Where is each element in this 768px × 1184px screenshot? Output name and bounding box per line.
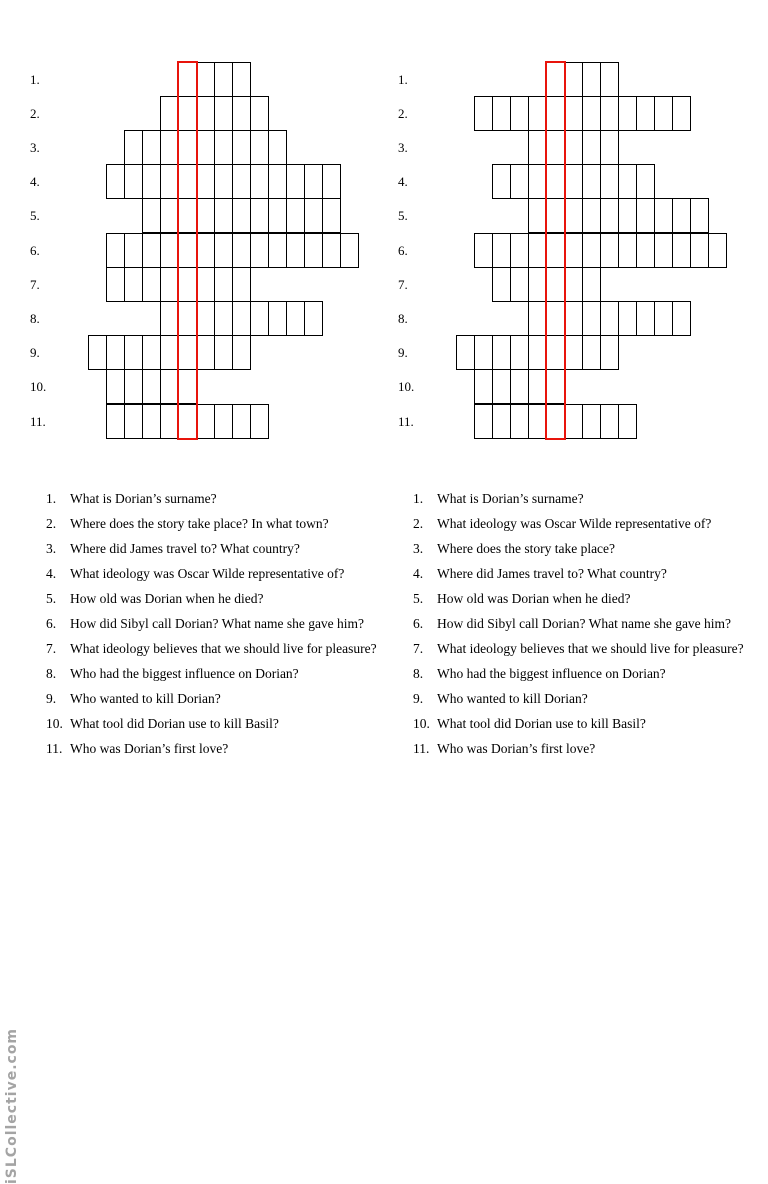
crossword-cell[interactable] <box>178 198 197 233</box>
clue-text: What ideology believes that we should live for pleasure? <box>437 641 744 656</box>
row-number: 10. <box>30 378 47 394</box>
crossword-cell[interactable] <box>510 164 529 199</box>
crossword-cell[interactable] <box>546 404 565 439</box>
crossword-cell[interactable] <box>528 404 547 439</box>
clue-text: What ideology was Oscar Wilde representative of? <box>437 516 712 531</box>
crossword-cell[interactable] <box>600 164 619 199</box>
crossword-cell[interactable] <box>142 164 161 199</box>
crossword-cell[interactable] <box>546 233 565 268</box>
row-number: 7. <box>30 276 40 292</box>
row-number: 9. <box>30 344 40 360</box>
crossword-cell[interactable] <box>582 164 601 199</box>
crossword-cell[interactable] <box>600 96 619 131</box>
crossword-cell[interactable] <box>474 96 493 131</box>
crossword-cell[interactable] <box>564 335 583 370</box>
crossword-cell[interactable] <box>546 130 565 165</box>
clue-item <box>46 686 377 711</box>
crossword-cell[interactable] <box>654 301 673 336</box>
crossword-cell[interactable] <box>106 369 125 404</box>
crossword-cell[interactable] <box>618 233 637 268</box>
crossword-cell[interactable] <box>232 96 251 131</box>
clue-number: 11. <box>46 741 63 756</box>
crossword-cell[interactable] <box>196 233 215 268</box>
crossword-cell[interactable] <box>178 404 197 439</box>
clue-text: What tool did Dorian use to kill Basil? <box>437 716 646 731</box>
clue-number: 2. <box>413 516 424 531</box>
crossword-cell[interactable] <box>582 301 601 336</box>
crossword-cell[interactable] <box>160 233 179 268</box>
clue-item <box>46 486 377 511</box>
crossword-cell[interactable] <box>510 404 529 439</box>
crossword-cell[interactable] <box>232 335 251 370</box>
row-number: 3. <box>398 139 408 155</box>
clue-item <box>46 611 377 636</box>
crossword-cell[interactable] <box>564 404 583 439</box>
crossword-cell[interactable] <box>492 233 511 268</box>
crossword-cell[interactable] <box>510 267 529 302</box>
clue-item <box>46 661 377 686</box>
crossword-cell[interactable] <box>124 335 143 370</box>
crossword-cell[interactable] <box>528 369 547 404</box>
crossword-cell[interactable] <box>528 233 547 268</box>
crossword-cell[interactable] <box>636 164 655 199</box>
crossword-cell[interactable] <box>474 335 493 370</box>
clue-number: 9. <box>413 691 424 706</box>
row-number: 6. <box>30 242 40 258</box>
crossword-cell[interactable] <box>528 335 547 370</box>
crossword-cell[interactable] <box>196 335 215 370</box>
crossword-cell[interactable] <box>214 267 233 302</box>
clue-list-right <box>413 486 744 761</box>
crossword-cell[interactable] <box>600 198 619 233</box>
crossword-cell[interactable] <box>474 404 493 439</box>
clue-item <box>413 486 744 511</box>
clue-number: 7. <box>46 641 57 656</box>
crossword-cell[interactable] <box>106 164 125 199</box>
row-number: 11. <box>30 413 46 429</box>
crossword-cell[interactable] <box>564 301 583 336</box>
crossword-cell[interactable] <box>214 130 233 165</box>
row-number: 9. <box>398 344 408 360</box>
crossword-cell[interactable] <box>160 198 179 233</box>
crossword-cell[interactable] <box>160 369 179 404</box>
crossword-cell[interactable] <box>250 404 269 439</box>
crossword-cell[interactable] <box>340 233 359 268</box>
crossword-cell[interactable] <box>196 301 215 336</box>
clue-item <box>413 636 744 661</box>
crossword-cell[interactable] <box>160 335 179 370</box>
crossword-cell[interactable] <box>492 96 511 131</box>
clue-item <box>46 561 377 586</box>
crossword-cell[interactable] <box>510 369 529 404</box>
row-number: 8. <box>30 310 40 326</box>
crossword-cell[interactable] <box>600 404 619 439</box>
clue-text: Who had the biggest influence on Dorian? <box>437 666 666 681</box>
crossword-cell[interactable] <box>492 164 511 199</box>
crossword-cell[interactable] <box>214 62 233 97</box>
crossword-cell[interactable] <box>232 198 251 233</box>
crossword-cell[interactable] <box>546 301 565 336</box>
clue-item <box>46 736 377 761</box>
clue-number: 3. <box>413 541 424 556</box>
clue-item <box>46 636 377 661</box>
row-number: 3. <box>30 139 40 155</box>
crossword-cell[interactable] <box>672 198 691 233</box>
crossword-cell[interactable] <box>322 198 341 233</box>
crossword-cell[interactable] <box>160 164 179 199</box>
clue-number: 6. <box>413 616 424 631</box>
crossword-cell[interactable] <box>232 62 251 97</box>
clue-text: What is Dorian’s surname? <box>70 491 217 506</box>
crossword-cell[interactable] <box>546 335 565 370</box>
crossword-cell[interactable] <box>214 198 233 233</box>
crossword-cell[interactable] <box>106 404 125 439</box>
clue-number: 3. <box>46 541 57 556</box>
crossword-cell[interactable] <box>654 96 673 131</box>
crossword-grid-right <box>398 62 728 442</box>
crossword-cell[interactable] <box>510 96 529 131</box>
clue-item <box>413 736 744 761</box>
crossword-cell[interactable] <box>582 335 601 370</box>
crossword-cell[interactable] <box>510 233 529 268</box>
crossword-cell[interactable] <box>474 369 493 404</box>
crossword-cell[interactable] <box>124 164 143 199</box>
clue-text: How old was Dorian when he died? <box>437 591 631 606</box>
crossword-cell[interactable] <box>232 164 251 199</box>
crossword-cell[interactable] <box>564 130 583 165</box>
clue-number: 10. <box>413 716 430 731</box>
row-number: 2. <box>398 105 408 121</box>
crossword-cell[interactable] <box>178 164 197 199</box>
row-number: 7. <box>398 276 408 292</box>
crossword-cell[interactable] <box>636 198 655 233</box>
clue-number: 4. <box>46 566 57 581</box>
clue-item <box>413 661 744 686</box>
crossword-cell[interactable] <box>286 198 305 233</box>
crossword-cell[interactable] <box>304 198 323 233</box>
crossword-cell[interactable] <box>600 335 619 370</box>
crossword-cell[interactable] <box>456 335 475 370</box>
crossword-cell[interactable] <box>600 301 619 336</box>
crossword-cell[interactable] <box>286 233 305 268</box>
crossword-cell[interactable] <box>250 130 269 165</box>
crossword-cell[interactable] <box>250 301 269 336</box>
crossword-cell[interactable] <box>214 301 233 336</box>
clue-item <box>413 686 744 711</box>
crossword-cell[interactable] <box>636 233 655 268</box>
crossword-cell[interactable] <box>142 404 161 439</box>
crossword-cell[interactable] <box>618 301 637 336</box>
clue-number: 4. <box>413 566 424 581</box>
crossword-cell[interactable] <box>160 96 179 131</box>
crossword-cell[interactable] <box>160 404 179 439</box>
crossword-cell[interactable] <box>178 301 197 336</box>
crossword-cell[interactable] <box>546 62 565 97</box>
clue-text: Who was Dorian’s first love? <box>437 741 596 756</box>
crossword-cell[interactable] <box>510 335 529 370</box>
clue-text: Who wanted to kill Dorian? <box>437 691 588 706</box>
clue-number: 6. <box>46 616 57 631</box>
clue-text: Who had the biggest influence on Dorian? <box>70 666 299 681</box>
clue-item <box>46 536 377 561</box>
crossword-cell[interactable] <box>106 335 125 370</box>
crossword-cell[interactable] <box>636 301 655 336</box>
crossword-cell[interactable] <box>690 233 709 268</box>
clue-text: Where does the story take place? <box>437 541 616 556</box>
clue-number: 10. <box>46 716 63 731</box>
crossword-cell[interactable] <box>124 233 143 268</box>
clue-number: 8. <box>413 666 424 681</box>
clue-number: 11. <box>413 741 430 756</box>
crossword-cell[interactable] <box>564 96 583 131</box>
crossword-cell[interactable] <box>232 267 251 302</box>
crossword-cell[interactable] <box>528 130 547 165</box>
crossword-cell[interactable] <box>178 335 197 370</box>
crossword-grid-left <box>30 62 360 442</box>
crossword-cell[interactable] <box>304 301 323 336</box>
clue-text: How did Sibyl call Dorian? What name she gave him? <box>70 616 365 631</box>
crossword-cell[interactable] <box>600 233 619 268</box>
crossword-cell[interactable] <box>214 404 233 439</box>
crossword-cell[interactable] <box>250 198 269 233</box>
row-number: 2. <box>30 105 40 121</box>
row-number: 11. <box>398 413 414 429</box>
clue-number: 1. <box>413 491 424 506</box>
crossword-cell[interactable] <box>178 62 197 97</box>
crossword-cell[interactable] <box>286 301 305 336</box>
clue-item <box>413 511 744 536</box>
crossword-cell[interactable] <box>196 164 215 199</box>
crossword-cell[interactable] <box>124 130 143 165</box>
crossword-cell[interactable] <box>196 62 215 97</box>
crossword-cell[interactable] <box>214 233 233 268</box>
clue-number: 9. <box>46 691 57 706</box>
crossword-cell[interactable] <box>106 267 125 302</box>
crossword-cell[interactable] <box>232 233 251 268</box>
crossword-cell[interactable] <box>564 198 583 233</box>
crossword-cell[interactable] <box>178 96 197 131</box>
crossword-cell[interactable] <box>250 164 269 199</box>
crossword-cell[interactable] <box>160 301 179 336</box>
crossword-cell[interactable] <box>708 233 727 268</box>
crossword-cell[interactable] <box>214 335 233 370</box>
crossword-cell[interactable] <box>268 130 287 165</box>
crossword-cell[interactable] <box>546 267 565 302</box>
crossword-cell[interactable] <box>672 301 691 336</box>
clue-number: 2. <box>46 516 57 531</box>
crossword-cell[interactable] <box>528 198 547 233</box>
crossword-cell[interactable] <box>564 267 583 302</box>
crossword-cell[interactable] <box>88 335 107 370</box>
crossword-cell[interactable] <box>582 96 601 131</box>
clue-item <box>413 561 744 586</box>
clue-number: 5. <box>46 591 57 606</box>
crossword-cell[interactable] <box>196 267 215 302</box>
crossword-cell[interactable] <box>142 130 161 165</box>
clue-item <box>413 536 744 561</box>
clue-text: What is Dorian’s surname? <box>437 491 584 506</box>
crossword-cell[interactable] <box>196 404 215 439</box>
crossword-cell[interactable] <box>618 198 637 233</box>
crossword-cell[interactable] <box>304 164 323 199</box>
crossword-cell[interactable] <box>546 198 565 233</box>
crossword-cell[interactable] <box>142 198 161 233</box>
crossword-cell[interactable] <box>672 96 691 131</box>
crossword-cell[interactable] <box>618 404 637 439</box>
crossword-cell[interactable] <box>142 267 161 302</box>
crossword-cell[interactable] <box>582 404 601 439</box>
crossword-cell[interactable] <box>268 301 287 336</box>
clue-item <box>413 711 744 736</box>
crossword-cell[interactable] <box>564 62 583 97</box>
crossword-cell[interactable] <box>600 62 619 97</box>
crossword-cell[interactable] <box>582 198 601 233</box>
clue-item <box>46 511 377 536</box>
crossword-cell[interactable] <box>286 164 305 199</box>
clue-number: 5. <box>413 591 424 606</box>
clue-text: Where did James travel to? What country? <box>437 566 667 581</box>
crossword-cell[interactable] <box>160 130 179 165</box>
crossword-cell[interactable] <box>564 164 583 199</box>
clue-text: How did Sibyl call Dorian? What name she gave him? <box>437 616 732 631</box>
crossword-cell[interactable] <box>492 369 511 404</box>
crossword-cell[interactable] <box>124 404 143 439</box>
crossword-cell[interactable] <box>142 335 161 370</box>
crossword-cell[interactable] <box>582 267 601 302</box>
crossword-cell[interactable] <box>178 267 197 302</box>
row-number: 4. <box>30 173 40 189</box>
clue-number: 8. <box>46 666 57 681</box>
row-number: 8. <box>398 310 408 326</box>
crossword-cell[interactable] <box>582 233 601 268</box>
crossword-cell[interactable] <box>196 198 215 233</box>
clue-item <box>413 611 744 636</box>
crossword-cell[interactable] <box>582 62 601 97</box>
crossword-cell[interactable] <box>250 96 269 131</box>
crossword-cell[interactable] <box>546 164 565 199</box>
clue-text: How old was Dorian when he died? <box>70 591 264 606</box>
clue-item <box>413 586 744 611</box>
crossword-cell[interactable] <box>492 267 511 302</box>
crossword-cell[interactable] <box>546 369 565 404</box>
crossword-cell[interactable] <box>322 233 341 268</box>
clue-text: Where does the story take place? In what town? <box>70 516 329 531</box>
crossword-cell[interactable] <box>322 164 341 199</box>
crossword-cell[interactable] <box>214 164 233 199</box>
crossword-cell[interactable] <box>232 301 251 336</box>
crossword-cell[interactable] <box>492 335 511 370</box>
row-number: 10. <box>398 378 415 394</box>
clue-list-left <box>46 486 377 761</box>
crossword-cell[interactable] <box>142 233 161 268</box>
crossword-cell[interactable] <box>528 301 547 336</box>
crossword-cell[interactable] <box>196 130 215 165</box>
crossword-cell[interactable] <box>178 130 197 165</box>
crossword-cell[interactable] <box>124 369 143 404</box>
crossword-cell[interactable] <box>268 164 287 199</box>
clue-text: Who was Dorian’s first love? <box>70 741 229 756</box>
crossword-cell[interactable] <box>600 130 619 165</box>
clue-text: What ideology believes that we should live for pleasure? <box>70 641 377 656</box>
crossword-cell[interactable] <box>214 96 233 131</box>
crossword-cell[interactable] <box>618 96 637 131</box>
clue-text: Where did James travel to? What country? <box>70 541 300 556</box>
crossword-cell[interactable] <box>636 96 655 131</box>
crossword-cell[interactable] <box>654 198 673 233</box>
clue-number: 7. <box>413 641 424 656</box>
clue-text: What tool did Dorian use to kill Basil? <box>70 716 279 731</box>
row-number: 5. <box>30 207 40 223</box>
crossword-cell[interactable] <box>528 96 547 131</box>
clue-item <box>46 711 377 736</box>
crossword-cell[interactable] <box>142 369 161 404</box>
crossword-cell[interactable] <box>492 404 511 439</box>
crossword-cell[interactable] <box>582 130 601 165</box>
crossword-cell[interactable] <box>178 233 197 268</box>
crossword-cell[interactable] <box>672 233 691 268</box>
clue-number: 1. <box>46 491 57 506</box>
crossword-cell[interactable] <box>232 404 251 439</box>
crossword-cell[interactable] <box>196 96 215 131</box>
crossword-cell[interactable] <box>160 267 179 302</box>
crossword-cell[interactable] <box>564 233 583 268</box>
crossword-cell[interactable] <box>474 233 493 268</box>
crossword-cell[interactable] <box>268 198 287 233</box>
crossword-cell[interactable] <box>232 130 251 165</box>
crossword-cell[interactable] <box>178 369 197 404</box>
row-number: 4. <box>398 173 408 189</box>
crossword-cell[interactable] <box>690 198 709 233</box>
clue-item <box>46 586 377 611</box>
crossword-cell[interactable] <box>250 233 269 268</box>
crossword-cell[interactable] <box>528 267 547 302</box>
row-number: 5. <box>398 207 408 223</box>
row-number: 1. <box>30 71 40 87</box>
crossword-cell[interactable] <box>304 233 323 268</box>
crossword-cell[interactable] <box>268 233 287 268</box>
crossword-cell[interactable] <box>654 233 673 268</box>
row-number: 6. <box>398 242 408 258</box>
row-number: 1. <box>398 71 408 87</box>
crossword-cell[interactable] <box>124 267 143 302</box>
clue-text: What ideology was Oscar Wilde representative of? <box>70 566 345 581</box>
crossword-cell[interactable] <box>528 164 547 199</box>
watermark-text: iSLCollective.com <box>4 1027 20 1184</box>
crossword-cell[interactable] <box>546 96 565 131</box>
clue-text: Who wanted to kill Dorian? <box>70 691 221 706</box>
crossword-cell[interactable] <box>618 164 637 199</box>
crossword-cell[interactable] <box>106 233 125 268</box>
